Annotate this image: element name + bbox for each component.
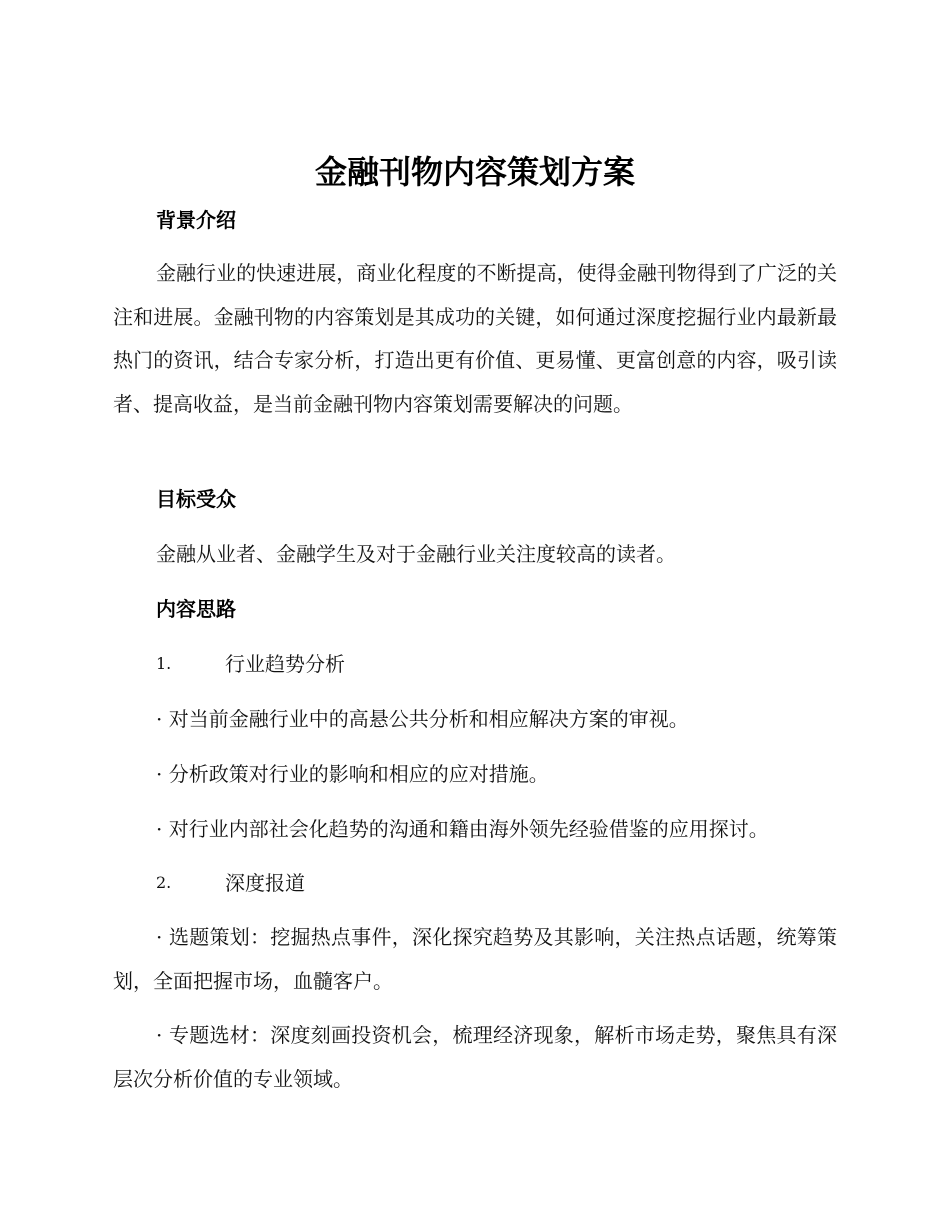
section-2-label: 深度报道: [225, 871, 305, 895]
section-1-bullet-1: · 对当前金融行业中的高悬公共分析和相应解决方案的审视。: [156, 707, 689, 731]
paragraph-audience: 金融从业者、金融学生及对于金融行业关注度较高的读者。: [156, 542, 676, 566]
heading-background: 背景介绍: [156, 208, 236, 232]
paragraph-background: 金融行业的快速进展，商业化程度的不断提高，使得金融刊物得到了广泛的关注和进展。金融刊物的内容策划是其成功的关键，如何通过深度挖掘行业内最新最热门的资讯，结合专家分析，打造出更有价值、更易懂、更富创意的内容，吸引读者、提高收益，是当前金融刊物内容策划需要解决的问题。: [113, 261, 837, 416]
heading-content: 内容思路: [156, 597, 236, 621]
section-1-bullet-3: · 对行业内部社会化趋势的沟通和籍由海外领先经验借鉴的应用探讨。: [156, 817, 769, 841]
heading-audience: 目标受众: [156, 487, 236, 511]
section-1-bullet-2: · 分析政策对行业的影响和相应的应对措施。: [156, 762, 549, 786]
document-title: 金融刊物内容策划方案: [314, 153, 635, 191]
section-1-label: 行业趋势分析: [225, 652, 345, 676]
section-2-number: 2.: [156, 873, 172, 892]
section-2-bullet-1: · 选题策划：挖掘热点事件，深化探究趋势及其影响，关注热点话题，统筹策划，全面把握市场，血髓客户。: [113, 925, 837, 993]
section-2-bullet-2: · 专题选材：深度刻画投资机会，梳理经济现象，解析市场走势，聚焦具有深层次分析价值的专业领域。: [113, 1023, 837, 1091]
section-1-number: 1.: [156, 654, 172, 673]
